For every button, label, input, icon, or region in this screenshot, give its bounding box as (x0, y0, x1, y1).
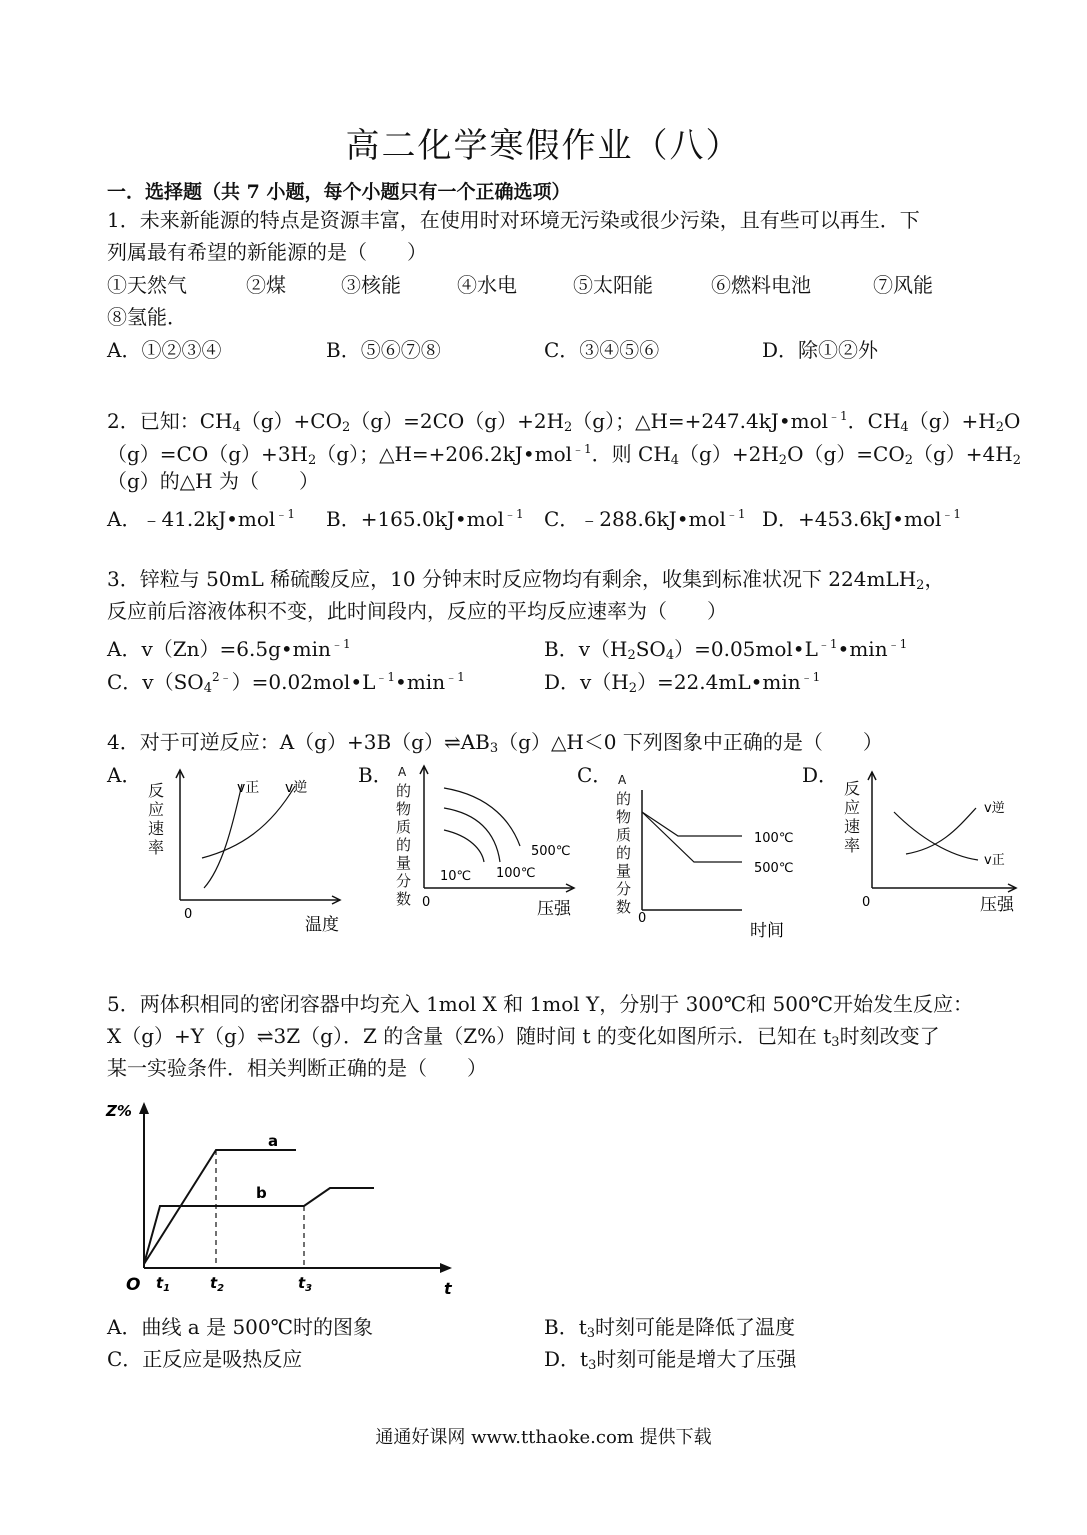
svg-text:反: 反 (844, 779, 861, 798)
svg-text:质: 质 (396, 818, 412, 836)
q4-figure-a (140, 768, 350, 943)
svg-text:量: 量 (396, 854, 412, 872)
svg-text:O: O (126, 1275, 141, 1295)
q1-item: ①天然气 (107, 273, 187, 297)
svg-text:v逆: v逆 (984, 801, 1005, 816)
q5-line-1: 5．两体积相同的密闭容器中均充入 1mol X 和 1mol Y，分别于 300℃和 500℃开始发生反应： (107, 992, 974, 1016)
svg-text:率: 率 (844, 836, 861, 855)
svg-text:v逆: v逆 (285, 780, 308, 796)
q3-line-2: 反应前后溶液体积不变，此时间段内，反应的平均反应速率为（ ） (107, 599, 727, 623)
svg-text:A: A (398, 765, 407, 779)
svg-text:压强: 压强 (537, 899, 571, 919)
q2-option-d: D．+453.6kJ•mol$^{﹣1}$ (762, 507, 962, 531)
q1-item: ⑧氢能． (107, 305, 187, 329)
svg-text:500℃: 500℃ (531, 844, 571, 859)
svg-text:速: 速 (844, 817, 861, 836)
q5-line-2: X（g）+Y（g）⇌3Z（g）．Z 的含量（Z%）随时间 t 的变化如图所示．已知在 $t_3$时刻改变了 (107, 1024, 940, 1050)
q5-line-3: 某一实验条件．相关判断正确的是（ ） (107, 1056, 487, 1080)
v-reverse-curve (202, 786, 295, 858)
svg-text:t3: $t_3$ (298, 1274, 313, 1294)
q2-option-b: B．+165.0kJ•mol$^{﹣1}$ (326, 507, 524, 531)
svg-text:数: 数 (616, 898, 632, 916)
svg-text:应: 应 (844, 798, 861, 817)
svg-text:物: 物 (616, 808, 632, 826)
svg-text:速: 速 (148, 819, 165, 838)
q2-option-a: A．﹣41.2kJ•mol$^{﹣1}$ (107, 507, 295, 531)
svg-text:10℃: 10℃ (440, 869, 472, 884)
svg-text:Z%: Z% (106, 1102, 132, 1120)
q5-figure (104, 1096, 464, 1301)
svg-text:100℃: 100℃ (754, 831, 794, 846)
svg-text:0: 0 (184, 907, 193, 922)
svg-text:t1: $t_1$ (156, 1274, 171, 1294)
svg-text:的: 的 (616, 844, 632, 862)
q1-item: ⑤太阳能 (573, 273, 653, 297)
svg-text:0: 0 (862, 895, 871, 910)
q1-option-b: B．⑤⑥⑦⑧ (326, 338, 441, 362)
svg-text:应: 应 (148, 800, 165, 819)
q5-option-b: B．$t_3$时刻可能是降低了温度 (544, 1315, 796, 1341)
q1-item: ④水电 (457, 273, 517, 297)
svg-text:量: 量 (616, 862, 632, 880)
svg-text:100℃: 100℃ (496, 866, 536, 881)
svg-text:率: 率 (148, 838, 165, 857)
q3-option-b: B．$v(H_2SO_4)=0.05mol•L^{﹣1}•\min^{﹣1}$ (544, 637, 908, 663)
svg-text:分: 分 (616, 880, 632, 898)
svg-text:0: 0 (422, 895, 431, 910)
q1-option-a: A．①②③④ (107, 338, 222, 362)
q3-option-a: A．$v(Zn)=6.5g•\min^{﹣1}$ (107, 637, 351, 661)
q1-item: ⑥燃料电池 (711, 273, 811, 297)
svg-text:数: 数 (396, 890, 412, 908)
q4-label-d: D． (802, 763, 839, 787)
q5-option-d: D．$t_3$时刻可能是增大了压强 (544, 1347, 797, 1373)
q1-option-d: D．除①②外 (762, 338, 879, 362)
q4-label-a: A． (107, 763, 142, 787)
v-forward-curve (204, 784, 242, 888)
svg-text:时间: 时间 (750, 921, 784, 941)
svg-text:温度: 温度 (305, 915, 339, 935)
q2-line-2: $(g)=CO(g)+3H_2(g)$；△H=+206.2kJ•mol$^{﹣1}$．则 $CH_4(g)+2H_2O(g)=CO_2(g)+4H_2$ (107, 442, 1022, 468)
svg-text:分: 分 (396, 872, 412, 890)
q5-option-c: C．正反应是吸热反应 (107, 1347, 303, 1371)
svg-text:压强: 压强 (980, 895, 1014, 915)
svg-text:的: 的 (616, 790, 632, 808)
q1-line-2: 列属最有希望的新能源的是（ ） (107, 240, 427, 264)
svg-text:0: 0 (638, 911, 647, 926)
section-heading: 一．选择题（共 7 小题，每个小题只有一个正确选项） (107, 181, 571, 203)
q2-option-c: C．﹣288.6kJ•mol$^{﹣1}$ (544, 507, 746, 531)
svg-text:t: t (444, 1279, 452, 1298)
q4-stem: 4．对于可逆反应：$A(g)+3B(g)\rightleftharpoons AB_3(g)\triangle H<0$ 下列图象中正确的是（ ） (107, 730, 883, 756)
svg-text:反: 反 (148, 781, 165, 800)
q1-item: ⑦风能 (873, 273, 933, 297)
q4-figure-c (612, 770, 817, 942)
q4-label-b: B． (358, 763, 393, 787)
svg-text:物: 物 (396, 800, 412, 818)
svg-text:b: b (256, 1184, 267, 1202)
svg-text:t2: $t_2$ (210, 1274, 225, 1294)
svg-text:500℃: 500℃ (754, 861, 794, 876)
q1-option-c: C．③④⑤⑥ (544, 338, 660, 362)
q1-item: ③核能 (341, 273, 401, 297)
q4-figure-d (840, 768, 1020, 916)
svg-text:a: a (268, 1132, 279, 1150)
q4-figure-b (392, 762, 582, 922)
q3-option-c: C．$v(SO_4^{2﹣})=0.02mol•L^{﹣1}•\min^{﹣1}$ (107, 670, 465, 696)
q1-item: ②煤 (246, 273, 286, 297)
q3-line-1: 3．锌粒与 50mL 稀硫酸反应，10 分钟末时反应物均有剩余，收集到标准状况下 224mLH$_2$， (107, 567, 945, 593)
q5-option-a: A．曲线 a 是 500℃时的图象 (107, 1315, 373, 1339)
q3-option-d: D．$v(H_2)=22.4mL•\min^{﹣1}$ (544, 670, 821, 696)
q4-label-c: C． (577, 763, 613, 787)
q2-line-3: （g）的△H 为（ ） (107, 469, 319, 493)
q2-line-1: 2．已知：$CH_4(g)+CO_2(g)=2CO(g)+2H_2(g)$；△H=+247.4kJ•mol$^{﹣1}$．$CH_4(g)+H_2O$ (107, 409, 1021, 435)
svg-text:v正: v正 (984, 853, 1005, 868)
svg-text:的: 的 (396, 836, 412, 854)
svg-text:v正: v正 (237, 780, 260, 796)
page-title: 高二化学寒假作业（八） (345, 126, 742, 166)
page-footer: 通通好课网 www.tthaoke.com 提供下载 (375, 1427, 712, 1448)
svg-text:A: A (618, 773, 627, 787)
svg-text:的: 的 (396, 782, 412, 800)
q1-line-1: 1．未来新能源的特点是资源丰富，在使用时对环境无污染或很少污染，且有些可以再生．下 (107, 208, 920, 232)
svg-text:质: 质 (616, 826, 632, 844)
